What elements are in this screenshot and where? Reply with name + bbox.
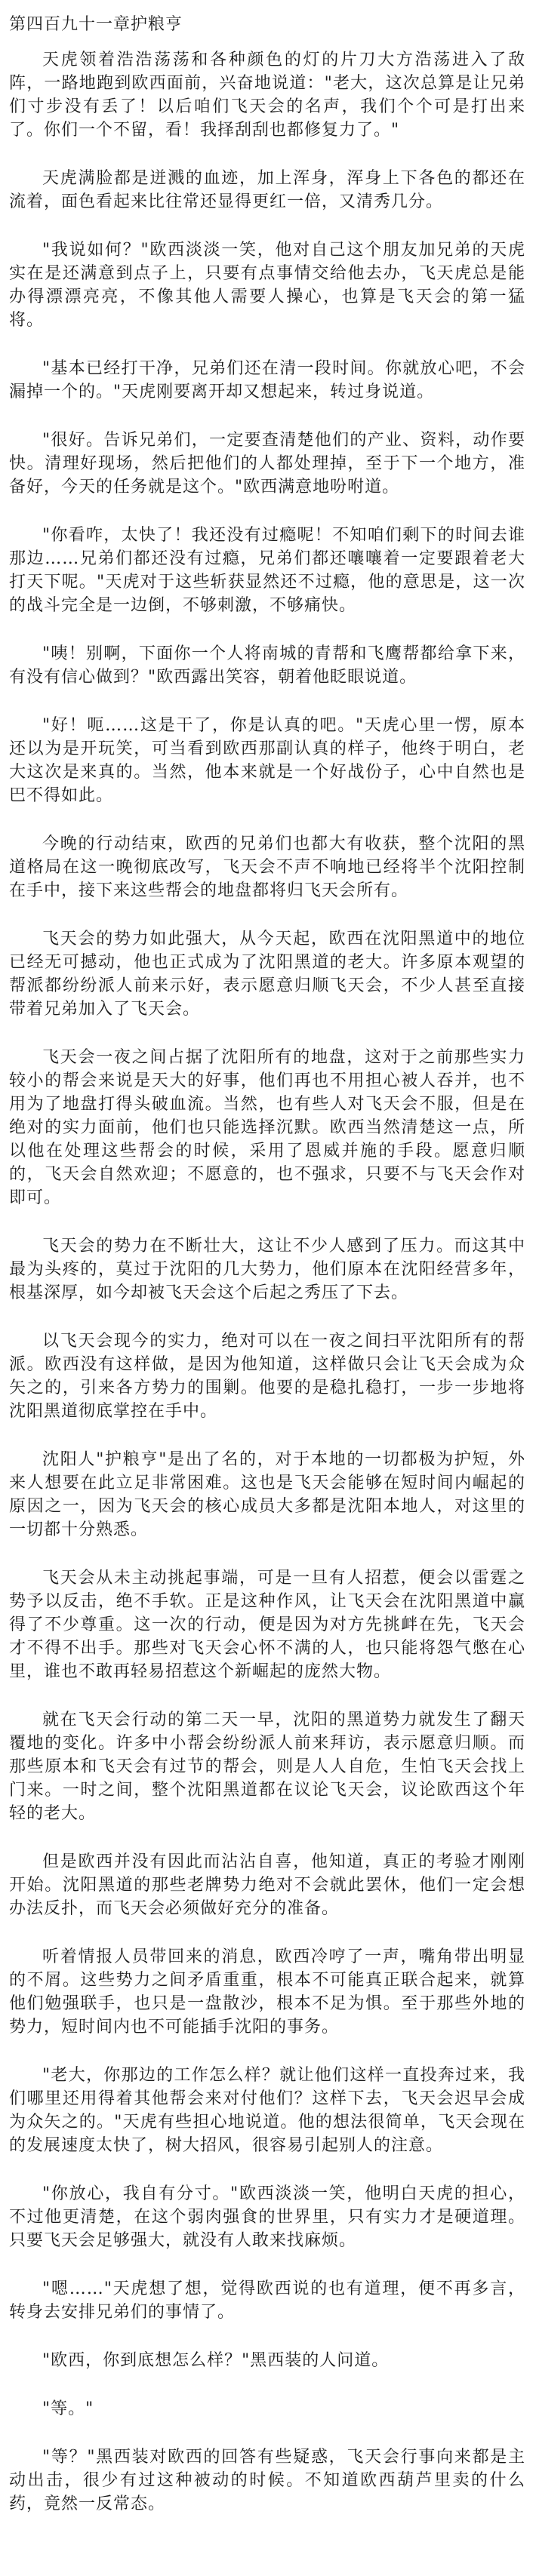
chapter-body: [9, 48, 525, 2516]
paragraph: 飞天会从未主动挑起事端，可是一旦有人招惹，便会以雷霆之势予以反击，绝不手软。正是这种作风，让飞天会在沈阳黑道中赢得了不少尊重。这一次的行动，便是因为对方先挑衅在先，飞天会才不得不出手。那些对飞天会心怀不满的人，也只能将怨气憋在心里，谁也不敢再轻易招惹这个新崛起的庞然大物。: [9, 1569, 525, 1681]
paragraph: "咦！别啊，下面你一个人将南城的青帮和飞鹰帮都给拿下来，有没有信心做到？"欧西露出笑容，朝着他眨眼说道。: [9, 644, 525, 687]
paragraph: 今晚的行动结束，欧西的兄弟们也都大有收获，整个沈阳的黑道格局在这一晚彻底改写，飞天会不声不响地已经将半个沈阳控制在手中，接下来这些帮会的地盘都将归飞天会所有。: [9, 835, 525, 900]
paragraph: 飞天会一夜之间占据了沈阳所有的地盘，这对于之前那些实力较小的帮会来说是天大的好事，他们再也不用担心被人吞并，也不用为了地盘打得头破血流。当然，也有些人对飞天会不服，但是在绝对的实力面前，他们也只能选择沉默。欧西当然清楚这一点，所以他在处理这些帮会的时候，采用了恩威并施的手段。愿意归顺的，飞天会自然欢迎；不愿意的，也不强求，只要不与飞天会作对即可。: [9, 1048, 525, 1207]
paragraph: "欧西，你到底想怎么样？"黑西装的人问道。: [42, 2351, 390, 2370]
paragraph: "嗯……"天虎想了想，觉得欧西说的也有道理，便不再多言，转身去安排兄弟们的事情了。: [9, 2279, 525, 2322]
paragraph: "基本已经打干净，兄弟们还在清一段时间。你就放心吧，不会漏掉一个的。"天虎刚要离开却又想起来，转过身说道。: [9, 359, 525, 401]
paragraph: "很好。告诉兄弟们，一定要查清楚他们的产业、资料，动作要快。清理好现场，然后把他们的人都处理掉，至于下一个地方，准备好，今天的任务就是这个。"欧西满意地吩咐道。: [9, 431, 525, 496]
paragraph: "你看咋，太快了！我还没有过瘾呢！不知咱们剩下的时间去谁那边……兄弟们都还没有过瘾，兄弟们都还嚷嚷着一定要跟着老大打天下呢。"天虎对于这些斩获显然还不过瘾，他的意思是，这一次的战斗完全是一边倒，不够刺激，不够痛快。: [9, 526, 525, 615]
paragraph: 但是欧西并没有因此而沾沾自喜，他知道，真正的考验才刚刚开始。沈阳黑道的那些老牌势力绝对不会就此罢休，他们一定会想办法反扑，而飞天会必须做好充分的准备。: [9, 1852, 525, 1918]
paragraph: "我说如何？"欧西淡淡一笑，他对自己这个朋友加兄弟的天虎实在是还满意到点子上，只要有点事情交给他去办，飞天虎总是能办得漂漂亮亮，不像其他人需要人操心，也算是飞天会的第一猛将。: [9, 241, 525, 330]
paragraph: 就在飞天会行动的第二天一早，沈阳的黑道势力就发生了翻天覆地的变化。许多中小帮会纷纷派人前来拜访，表示愿意归顺。而那些原本和飞天会有过节的帮会，则是人人自危，生怕飞天会找上门来。一时之间，整个沈阳黑道都在议论飞天会，议论欧西这个年轻的老大。: [9, 1711, 525, 1823]
paragraph: "好！呃……这是干了，你是认真的吧。"天虎心里一愣，原本还以为是开玩笑，可当看到欧西那副认真的样子，他终于明白，老大这次是来真的。当然，他本来就是一个好战份子，心中自然也是巴不得如此。: [9, 716, 525, 805]
paragraph: 以飞天会现今的实力，绝对可以在一夜之间扫平沈阳所有的帮派。欧西没有这样做，是因为他知道，这样做只会让飞天会成为众矢之的，引来各方势力的围剿。他要的是稳扎稳打，一步一步地将沈阳黑道彻底掌控在手中。: [9, 1332, 525, 1421]
paragraph: "老大，你那边的工作怎么样？就让他们这样一直投奔过来，我们哪里还用得着其他帮会来对付他们？这样下去，飞天会迟早会成为众矢之的。"天虎有些担心地说道。他的想法很简单，飞天会现在的发展速度太快了，树大招风，很容易引起别人的注意。: [9, 2066, 525, 2155]
paragraph: "等。": [42, 2399, 94, 2418]
paragraph: 听着情报人员带回来的消息，欧西冷哼了一声，嘴角带出明显的不屑。这些势力之间矛盾重重，根本不可能真正联合起来，就算他们勉强联手，也只是一盘散沙，根本不足为惧。至于那些外地的势力，短时间内也不可能插手沈阳的事务。: [9, 1947, 525, 2037]
paragraph: 天虎满脸都是迸溅的血迹，加上浑身，浑身上下各色的都还在流着，面色看起来比往常还显得更红一倍，又清秀几分。: [9, 169, 525, 211]
paragraph: "你放心，我自有分寸。"欧西淡淡一笑，他明白天虎的担心，不过他更清楚，在这个弱肉强食的世界里，只有实力才是硬道理。只要飞天会足够强大，就没有人敢来找麻烦。: [9, 2184, 525, 2250]
paragraph: 飞天会的势力在不断壮大，这让不少人感到了压力。而这其中最为头疼的，莫过于沈阳的几大势力，他们原本在沈阳经营多年，根基深厚，如今却被飞天会这个后起之秀压了下去。: [9, 1237, 525, 1302]
paragraph: 天虎领着浩浩荡荡和各种颜色的灯的片刀大方浩荡进入了敌阵，一路地跑到欧西面前，兴奋地说道："老大，这次总算是让兄弟们寸步没有丢了！以后咱们飞天会的名声，我们个个可是打出来了。你们一个不留，看！我择刮刮也都修复力了。": [9, 51, 525, 140]
paragraph: 沈阳人"护粮亨"是出了名的，对于本地的一切都极为护短，外来人想要在此立足非常困难。这也是飞天会能够在短时间内崛起的原因之一，因为飞天会的核心成员大多都是沈阳本地人，对这里的一切都十分熟悉。: [9, 1450, 525, 1539]
paragraph: 飞天会的势力如此强大，从今天起，欧西在沈阳黑道中的地位已经无可撼动，他也正式成为了沈阳黑道的老大。许多原本观望的帮派都纷纷派人前来示好，表示愿意归顺飞天会，不少人甚至直接带着兄弟加入了飞天会。: [9, 930, 525, 1019]
chapter-title: 第四百九十一章护粮亨: [9, 15, 183, 34]
paragraph: "等？"黑西装对欧西的回答有些疑惑，飞天会行事向来都是主动出击，很少有过这种被动的时候。不知道欧西葫芦里卖的什么药，竟然一反常态。: [9, 2448, 525, 2513]
